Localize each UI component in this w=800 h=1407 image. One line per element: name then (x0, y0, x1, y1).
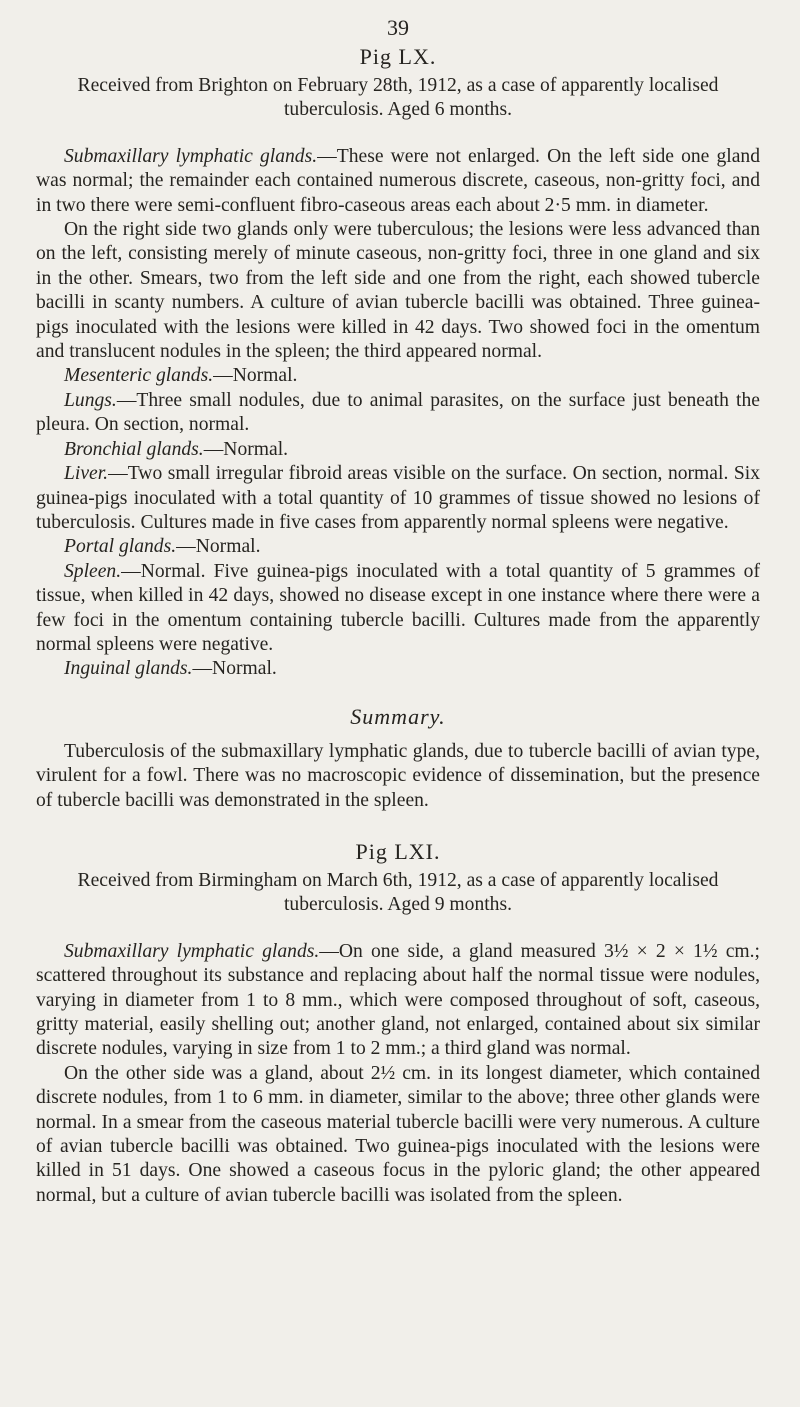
case-lx-paragraph (36, 560, 760, 658)
paragraph-text: On the other side was a gland, about 2½ cm. in its longest diameter, which contained discrete nodules, from 1 to 6 mm. in diameter, similar to the above; three other glands were normal. In a smear from the caseous material tubercle bacilli were very numerous. A culture of avian tubercle bacilli was obtained. Two guinea-pigs inoculated with the lesions were killed in 51 days. One showed a caseous focus in the pyloric gland; the other appeared normal, but a culture of avian tubercle bacilli was isolated from the spleen. (36, 1062, 760, 1206)
paragraph-lead: Liver. (64, 463, 109, 485)
paragraph-lead: Spleen. (64, 560, 122, 582)
paragraph-text: On the right side two glands only were tuberculous; the lesions were less advanced than on the left, consisting merely of minute caseous, non-gritty foci, three in one gland and six in the other. Smears, two from the left side and one from the right, each showed tubercle bacilli in scanty numbers. A culture of avian tubercle bacilli was obtained. Three guinea-pigs inoculated with the lesions were killed in 42 days. Two showed foci in the omentum and translucent nodules in the spleen; the third appeared normal. (36, 219, 760, 363)
paragraph-text: —Normal. Five guinea-pigs inoculated with a total quantity of 5 grammes of tissue, when killed in 42 days, showed no disease except in one instance where there were a few foci in the omentum containing tubercle bacilli. Cultures made from the apparently normal spleens were negative. (36, 560, 760, 655)
section-gap (36, 813, 760, 839)
case-lxi-heading: Pig LXI. (355, 838, 441, 864)
paragraph-text: —Three small nodules, due to animal parasites, on the surface just beneath the pleura. On section, normal. (36, 389, 760, 436)
case-lxi-paragraph (36, 1062, 760, 1208)
paragraph-text: —Two small irregular fibroid areas visible on the surface. On section, normal. Six guinea-pigs inoculated with a total quantity of 10 grammes of tissue showed no lesions of tuberculosis. Cultures made in five cases from apparently normal spleens were negative. (36, 463, 760, 533)
case-lx-heading: Pig LX. (359, 44, 437, 69)
case-lxi-paragraph (36, 940, 760, 1062)
paragraph-lead: Submaxillary lymphatic glands. (64, 145, 318, 167)
paragraph-lead: Bronchial glands. (64, 438, 204, 460)
case-lxi-intro: Received from Birmingham on March 6th, 1912, as a case of apparently localised tuberculosis. Aged 9 months. (77, 869, 719, 916)
case-lx-intro: Received from Brighton on February 28th, 1912, as a case of apparently localised tuberculosis. Aged 6 months. (77, 75, 719, 121)
case-lx-paragraph (36, 535, 760, 559)
paragraph-lead: Lungs. (64, 389, 117, 411)
case-lx-paragraph (36, 462, 760, 535)
paragraph-text: —These were not enlarged. On the left side one gland was normal; the remainder each contained numerous discrete, caseous, non-gritty foci, and in two there were semi-confluent fibro-caseous areas each about 2·5 mm. in diameter. (36, 145, 760, 216)
paragraph-lead: Inguinal glands. (64, 658, 193, 680)
paragraph-text: —Normal. (192, 658, 277, 680)
paragraph-text: —Normal. (213, 365, 298, 387)
paragraph-text: —Normal. (176, 536, 261, 558)
case-lx-paragraph (36, 389, 760, 438)
case-lx-paragraph (36, 364, 760, 388)
case-lx-paragraph (36, 657, 760, 681)
case-lx-paragraph (36, 218, 760, 364)
case-lx-paragraph (36, 438, 760, 462)
paragraph-text: —On one side, a gland measured 3½ × 2 × 1½ cm.; scattered throughout its substance and replacing about half the normal tissue were nodules, varying in diameter from 1 to 8 mm., which were composed throughout of soft, caseous, gritty material, easily shelling out; another gland, not enlarged, contained about six similar discrete nodules, varying in size from 1 to 2 mm.; a third gland was normal. (36, 940, 760, 1060)
paragraph-text: —Normal. (203, 438, 289, 460)
summary-text: Tuberculosis of the submaxillary lymphatic glands, due to tubercle bacilli of avian type, virulent for a fowl. There was no macroscopic evidence of dissemination, but the presence of tubercle bacilli was demonstrated in the spleen. (36, 740, 760, 811)
paragraph-lead: Mesenteric glands. (64, 365, 214, 387)
summary-title: Summary. (350, 703, 446, 729)
paragraph-lead: Submaxillary lymphatic glands. (64, 940, 320, 962)
case-lx-paragraph (36, 145, 760, 218)
paragraph-lead: Portal glands. (64, 536, 177, 558)
page-number: 39 (387, 15, 409, 40)
